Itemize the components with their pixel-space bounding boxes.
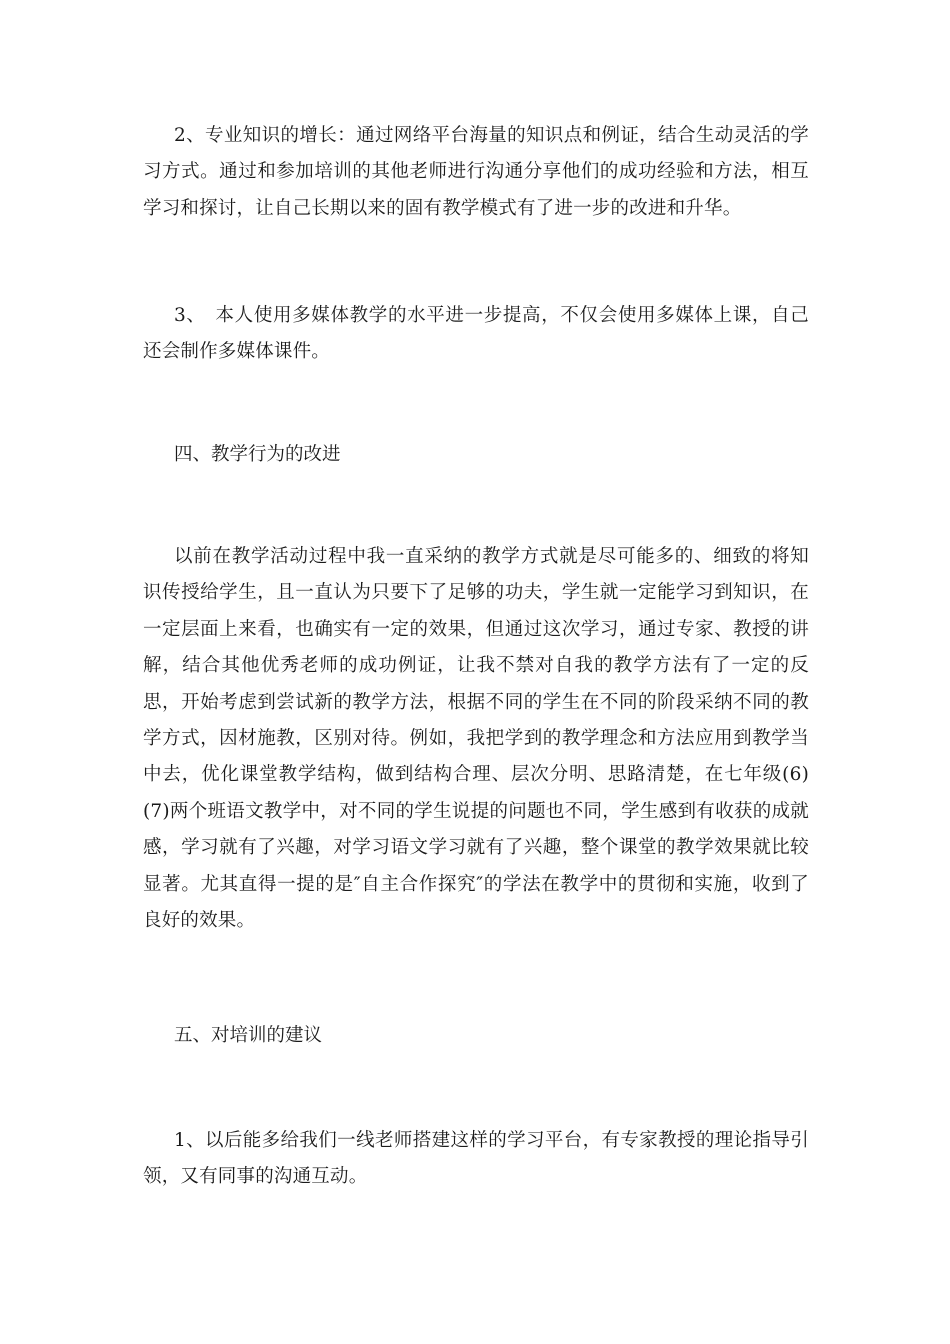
paragraph-multimedia-teaching: 3、 本人使用多媒体教学的水平进一步提高，不仅会使用多媒体上课，自己还会制作多媒体课件。 bbox=[143, 305, 809, 363]
section-heading-teaching-behavior: 四、教学行为的改进 bbox=[174, 444, 341, 465]
paragraph-suggestion-one: 1、以后能多给我们一线老师搭建这样的学习平台，有专家教授的理论指导引领，又有同事的沟通互动。 bbox=[143, 1130, 809, 1188]
section-heading-training-suggestions: 五、对培训的建议 bbox=[174, 1025, 323, 1046]
paragraph-teaching-improvement: 以前在教学活动过程中我一直采纳的教学方式就是尽可能多的、细致的将知识传授给学生，且一直认为只要下了足够的功夫，学生就一定能学习到知识，在一定层面上来看，也确实有一定的效果，但通过这次学习，通过专家、教授的讲解，结合其他优秀老师的成功例证，让我不禁对自我的教学方法有了一定的反思，开始考虑到尝试新的教学方法，根据不同的学生在不同的阶段采纳不同的教学方式，因材施教，区别对待。例如，我把学到的教学理念和方法应用到教学当中去，优化课堂教学结构，做到结构合理、层次分明、思路清楚，在七年级(6)(7)两个班语文教学中，对不同的学生说提的问题也不同，学生感到有收获的成就感，学习就有了兴趣，对学习语文学习就有了兴趣，整个课堂的教学效果就比较显著。尤其直得一提的是″自主合作探究″的学法在教学中的贯彻和实施，收到了良好的效果。 bbox=[143, 546, 809, 932]
paragraph-professional-knowledge: 2、专业知识的增长：通过网络平台海量的知识点和例证，结合生动灵活的学习方式。通过和参加培训的其他老师进行沟通分享他们的成功经验和方法，相互学习和探讨，让自己长期以来的固有教学模式有了进一步的改进和升华。 bbox=[143, 125, 809, 219]
